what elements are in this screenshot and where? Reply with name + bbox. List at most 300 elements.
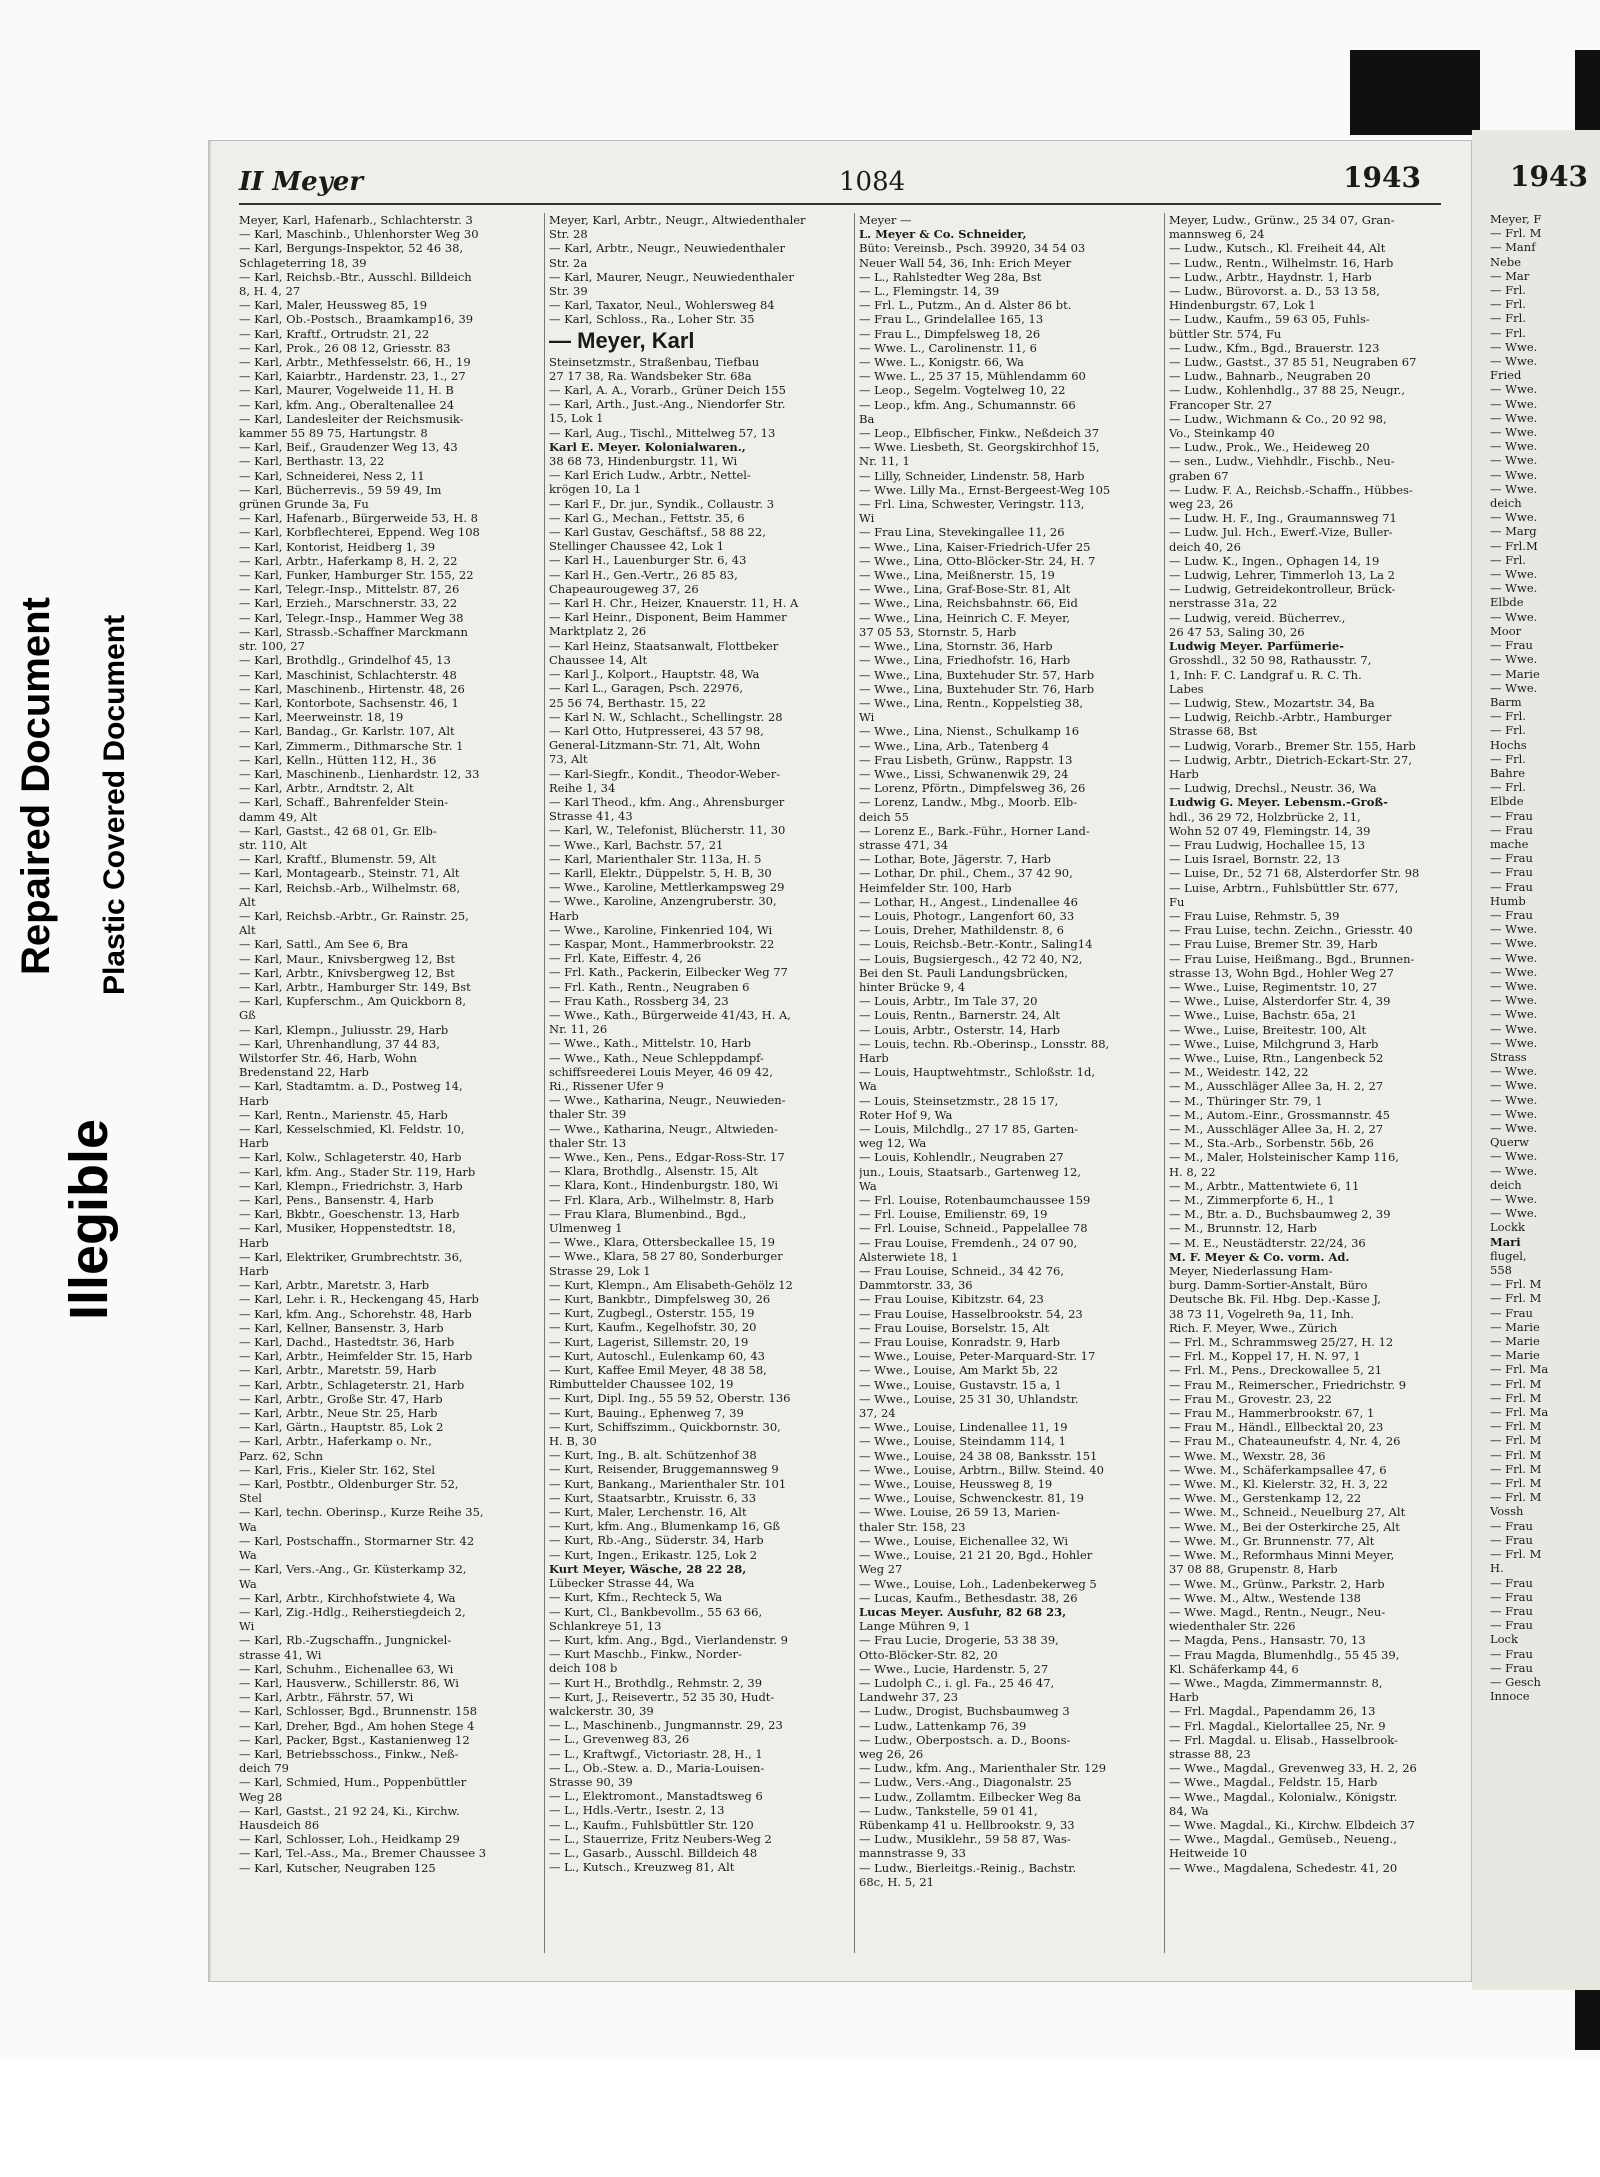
directory-entry: Barm <box>1490 694 1522 709</box>
directory-entry: — Karl, Reichsb.-Btr., Ausschl. Billdeich <box>239 269 472 284</box>
directory-entry: — Frl. M <box>1490 1461 1542 1476</box>
directory-entry: — Wwe. M., Grünw., Parkstr. 2, Harb <box>1169 1576 1385 1591</box>
directory-entry: Wa <box>859 1079 877 1094</box>
directory-entry: — Marie <box>1490 1319 1540 1334</box>
directory-entry: burg. Damm-Sortier-Anstalt, Büro <box>1169 1278 1368 1293</box>
directory-entry: Nr. 11, 26 <box>549 1022 608 1037</box>
directory-entry: Kurt Meyer, Wäsche, 28 22 28, <box>549 1561 747 1576</box>
directory-entry: — Wwe., Lina, Meißnerstr. 15, 19 <box>859 568 1055 583</box>
directory-entry: Heitweide 10 <box>1169 1846 1247 1861</box>
directory-entry: hdl., 36 29 72, Holzbrücke 2, 11, <box>1169 809 1361 824</box>
directory-entry: Dammtorstr. 33, 36 <box>859 1278 973 1293</box>
directory-entry: Otto-Blöcker-Str. 82, 20 <box>859 1647 998 1662</box>
directory-entry: — Karl, Arbtr., Arndtstr. 2, Alt <box>239 781 414 796</box>
directory-entry: — Karl, Kellner, Bansenstr. 3, Harb <box>239 1320 444 1335</box>
directory-entry: — Karl, Arbtr., Maretstr. 59, Harb <box>239 1363 437 1378</box>
directory-entry: — Kurt, Bauing., Ephenweg 7, 39 <box>549 1405 744 1420</box>
directory-entry: — Louis, Arbtr., Im Tale 37, 20 <box>859 994 1038 1009</box>
directory-entry: damm 49, Alt <box>239 809 318 824</box>
directory-entry: — Wwe., Magdal., Kolonialw., Königstr. <box>1169 1789 1398 1804</box>
directory-entry: 73, Alt <box>549 752 588 767</box>
directory-entry: — Wwe. <box>1490 1007 1538 1022</box>
directory-entry: — Wwe. M., Altw., Westende 138 <box>1169 1590 1361 1605</box>
directory-entry: — Frau Lisbeth, Grünw., Rappstr. 13 <box>859 752 1073 767</box>
directory-entry: — Frau <box>1490 865 1533 880</box>
directory-entry: Ri., Rissener Ufer 9 <box>549 1078 664 1093</box>
directory-entry: — Karl, Kontorist, Heidberg 1, 39 <box>239 539 436 554</box>
directory-entry: — M., Weidestr. 142, 22 <box>1169 1065 1309 1080</box>
directory-entry: — Karl, Gastst., 21 92 24, Ki., Kirchw. <box>239 1803 460 1818</box>
directory-entry: — Wwe., Magdalena, Schedestr. 41, 20 <box>1169 1860 1398 1875</box>
directory-entry: — Ludw., Tankstelle, 59 01 41, <box>859 1803 1038 1818</box>
directory-entry: — sen., Ludw., Viehhdlr., Fischb., Neu- <box>1169 454 1395 469</box>
directory-entry: — Wwe., Lina, Otto-Blöcker-Str. 24, H. 7 <box>859 553 1096 568</box>
directory-entry: Schlageterring 18, 39 <box>239 255 367 270</box>
directory-entry: büttler Str. 574, Fu <box>1169 326 1282 341</box>
directory-entry: — Wwe., Kath., Mittelstr. 10, Harb <box>549 1036 751 1051</box>
directory-entry: — Frau <box>1490 1532 1533 1547</box>
directory-entry: M. F. Meyer & Co. vorm. Ad. <box>1169 1249 1350 1264</box>
directory-entry: hinter Brücke 9, 4 <box>859 979 966 994</box>
directory-entry: weg 23, 26 <box>1169 497 1234 512</box>
directory-entry: — Frl. <box>1490 283 1526 298</box>
directory-entry: — Louis, Rentn., Barnerstr. 24, Alt <box>859 1008 1061 1023</box>
directory-entry: — Wwe. Louise, 26 59 13, Marien- <box>859 1505 1061 1520</box>
directory-entry: — Karl, Maurer, Vogelweide 11, H. B <box>239 383 454 398</box>
directory-entry: — Marie <box>1490 1334 1540 1349</box>
directory-entry: — Karl, Landesleiter der Reichsmusik- <box>239 411 464 426</box>
black-bar-bottom <box>0 2060 1600 2177</box>
directory-entry: — Louis, Photogr., Langenfort 60, 33 <box>859 908 1075 923</box>
directory-entry: 26 47 53, Saling 30, 26 <box>1169 624 1305 639</box>
directory-entry: 38 73 11, Vogelreth 9a, 11, Inh. <box>1169 1306 1354 1321</box>
directory-entry: Weg 27 <box>859 1562 903 1577</box>
directory-entry: — Frl. M <box>1490 226 1542 241</box>
directory-entry: — Leop., Segelm. Vogtelweg 10, 22 <box>859 383 1066 398</box>
directory-entry: — Luis Israel, Bornstr. 22, 13 <box>1169 852 1340 867</box>
directory-entry: — Kurt, Dipl. Ing., 55 59 52, Oberstr. 136 <box>549 1391 791 1406</box>
directory-entry: — Wwe. L., Konigstr. 66, Wa <box>859 355 1024 370</box>
directory-entry: — Lothar, H., Angest., Lindenallee 46 <box>859 894 1078 909</box>
directory-entry: — Wwe., Luise, Bachstr. 65a, 21 <box>1169 1008 1357 1023</box>
directory-entry: Bredenstand 22, Harb <box>239 1065 369 1080</box>
directory-entry: H. B, 30 <box>549 1434 597 1449</box>
directory-entry: — Louis, Reichsb.-Betr.-Kontr., Saling14 <box>859 937 1093 952</box>
directory-entry: Wa <box>859 1178 877 1193</box>
directory-entry: — Karl, Dreher, Bgd., Am hohen Stege 4 <box>239 1718 475 1733</box>
directory-entry: — Karl, Kupferschm., Am Quickborn 8, <box>239 994 466 1009</box>
directory-entry: strasse 471, 34 <box>859 837 949 852</box>
directory-entry: — Frau Ludwig, Hochallee 15, 13 <box>1169 837 1366 852</box>
directory-entry: Wi <box>859 710 875 725</box>
directory-entry: — Frau Magda, Blumenhdlg., 55 45 39, <box>1169 1647 1400 1662</box>
directory-entry: Innoce <box>1490 1689 1530 1704</box>
directory-entry: — Kurt, Schiffszimm., Quickbornstr. 30, <box>549 1419 781 1434</box>
directory-entry: — Ludwig, vereid. Bücherrev., <box>1169 610 1346 625</box>
directory-entry: — Wwe. L., Carolinenstr. 11, 6 <box>859 340 1037 355</box>
directory-entry: — Ludw. F. A., Reichsb.-Schaffn., Hübbes- <box>1169 482 1413 497</box>
directory-entry: — Frl. L., Putzm., An d. Alster 86 bt. <box>859 298 1072 313</box>
directory-entry: — Karl, Gärtn., Hauptstr. 85, Lok 2 <box>239 1420 444 1435</box>
directory-entry: — Wwe., Karoline, Mettlerkampsweg 29 <box>549 880 785 895</box>
directory-entry: Meyer, Niederlassung Ham- <box>1169 1264 1333 1279</box>
directory-entry: — Wwe. <box>1490 1021 1538 1036</box>
directory-entry: — Karl G., Mechan., Fettstr. 35, 6 <box>549 510 745 525</box>
directory-entry: kammer 55 89 75, Hartungstr. 8 <box>239 426 428 441</box>
directory-entry: Lucas Meyer. Ausfuhr, 82 68 23, <box>859 1604 1067 1619</box>
directory-entry: — Ludw., Lattenkamp 76, 39 <box>859 1718 1027 1733</box>
directory-entry: — Frl. Klara, Arb., Wilhelmstr. 8, Harb <box>549 1192 774 1207</box>
directory-entry: Strass <box>1490 1049 1527 1064</box>
directory-entry: 37, 24 <box>859 1406 896 1421</box>
directory-entry: — Wwe. M., Wexstr. 28, 36 <box>1169 1448 1326 1463</box>
directory-entry: — Frau Louise, Schneid., 34 42 76, <box>859 1264 1065 1279</box>
directory-entry: — Karl, Arbtr., Heimfelder Str. 15, Harb <box>239 1349 473 1364</box>
directory-entry: Marktplatz 2, 26 <box>549 624 647 639</box>
directory-entry: — Karl, Taxator, Neul., Wohlersweg 84 <box>549 298 775 313</box>
directory-entry: 1, Inh: F. C. Landgraf u. R. C. Th. <box>1169 667 1362 682</box>
directory-entry: — Karl, Uhrenhandlung, 37 44 83, <box>239 1036 440 1051</box>
directory-entry: — Karl, Kelln., Hütten 112, H., 36 <box>239 752 437 767</box>
directory-entry: — Wwe., Karl, Bachstr. 57, 21 <box>549 837 724 852</box>
directory-entry: — Frau <box>1490 1618 1533 1633</box>
directory-entry: — Karl H., Gen.-Vertr., 26 85 83, <box>549 567 738 582</box>
directory-entry: — Karl, Betriebsschoss., Finkw., Neß- <box>239 1746 459 1761</box>
directory-entry: — Frau <box>1490 1603 1533 1618</box>
directory-entry: mache <box>1490 836 1529 851</box>
directory-entry: — Wwe. L., 25 37 15, Mühlendamm 60 <box>859 369 1086 384</box>
directory-entry: — Karl, Erzieh., Marschnerstr. 33, 22 <box>239 596 458 611</box>
directory-entry: — Frl.M <box>1490 538 1538 553</box>
directory-entry: deich 40, 26 <box>1169 539 1241 554</box>
directory-entry: — Frl. M <box>1490 1419 1542 1434</box>
directory-entry: — Wwe. <box>1490 609 1538 624</box>
header-rule <box>239 203 1441 205</box>
directory-entry: — Leop., kfm. Ang., Schumannstr. 66 <box>859 397 1076 412</box>
directory-entry: — Wwe. <box>1490 1064 1538 1079</box>
directory-entry: — Wwe., Karoline, Finkenried 104, Wi <box>549 922 773 937</box>
directory-entry: mannstrasse 9, 33 <box>859 1846 966 1861</box>
directory-entry: — Wwe. <box>1490 581 1538 596</box>
directory-entry: Lübecker Strasse 44, Wa <box>549 1576 695 1591</box>
directory-entry: 25 56 74, Berthastr. 15, 22 <box>549 695 706 710</box>
directory-entry: 558 <box>1490 1263 1512 1278</box>
column-4 <box>1169 213 1469 1875</box>
directory-entry: — Karl, Kutscher, Neugraben 125 <box>239 1860 436 1875</box>
directory-entry: L. Meyer & Co. Schneider, <box>859 227 1027 242</box>
directory-entry: — Frl. Kath., Packerin, Eilbecker Weg 77 <box>549 965 788 980</box>
directory-entry: Karl E. Meyer. Kolonialwaren., <box>549 439 746 454</box>
directory-entry: — Frau Louise, Kibitzstr. 64, 23 <box>859 1292 1044 1307</box>
directory-entry: — Louis, Dreher, Mathildenstr. 8, 6 <box>859 923 1064 938</box>
directory-entry: Nr. 11, 1 <box>859 454 910 469</box>
directory-entry: — Frau <box>1490 879 1533 894</box>
directory-entry: — Frl. Kath., Rentn., Neugraben 6 <box>549 979 750 994</box>
directory-entry: — L., Kutsch., Kreuzweg 81, Alt <box>549 1860 735 1875</box>
directory-entry: — Wwe., Katharina, Neugr., Neuwieden- <box>549 1093 786 1108</box>
directory-entry: Chaussee 14, Alt <box>549 652 648 667</box>
directory-entry: — Frau Luise, Heißmang., Bgd., Brunnen- <box>1169 951 1415 966</box>
directory-entry: Ludwig G. Meyer. Lebensm.-Groß- <box>1169 795 1388 810</box>
directory-entry: — Karl, Bücherrevis., 59 59 49, Im <box>239 482 442 497</box>
facing-page-lines <box>1490 212 1600 1703</box>
directory-entry: — Frl. M <box>1490 1390 1542 1405</box>
directory-entry: — Marg <box>1490 524 1537 539</box>
directory-entry: Lange Mühren 9, 1 <box>859 1619 971 1634</box>
directory-entry: — Frl. Magdal., Papendamm 26, 13 <box>1169 1704 1376 1719</box>
directory-entry: — Frl. <box>1490 297 1526 312</box>
directory-entry: — Wwe., Lucie, Hardenstr. 5, 27 <box>859 1661 1049 1676</box>
directory-entry: Alsterwiete 18, 1 <box>859 1249 959 1264</box>
black-bar-top <box>1350 50 1480 135</box>
directory-entry: — Kaspar, Mont., Hammerbrookstr. 22 <box>549 936 775 951</box>
directory-entry: — Ludw. Jul. Hch., Ewerf.-Vize, Buller- <box>1169 525 1393 540</box>
directory-entry: strasse 41, Wi <box>239 1647 322 1662</box>
column-2 <box>549 213 849 1874</box>
column-rule <box>1164 213 1165 1953</box>
directory-entry: — Wwe. Magdal., Ki., Kirchw. Elbdeich 37 <box>1169 1817 1415 1832</box>
directory-entry: strasse 88, 23 <box>1169 1746 1251 1761</box>
directory-entry: — Kurt, Reisender, Bruggemannsweg 9 <box>549 1462 779 1477</box>
directory-entry: Str. 39 <box>549 284 588 299</box>
directory-entry: — Karl Otto, Hutpresserei, 43 57 98, <box>549 723 764 738</box>
directory-entry: — Karl J., Kolport., Hauptstr. 48, Wa <box>549 667 760 682</box>
directory-entry: Steinsetzmstr., Straßenbau, Tiefbau <box>549 354 760 369</box>
directory-entry: — Frl. <box>1490 552 1526 567</box>
directory-entry: 15, Lok 1 <box>549 411 604 426</box>
directory-entry: — M., Thüringer Str. 79, 1 <box>1169 1093 1323 1108</box>
directory-entry: — Klara, Brothdlg., Alsenstr. 15, Alt <box>549 1164 758 1179</box>
directory-entry: Chapeaurougeweg 37, 26 <box>549 581 699 596</box>
directory-entry: Elbde <box>1490 595 1524 610</box>
directory-entry: — Karl, Reichsb.-Arb., Wilhelmstr. 68, <box>239 880 461 895</box>
directory-entry: — Gesch <box>1490 1674 1541 1689</box>
directory-entry: — Karl, Korbflechterei, Eppend. Weg 108 <box>239 525 480 540</box>
directory-entry: — Ludw., Zollamtm. Eilbecker Weg 8a <box>859 1789 1082 1804</box>
directory-entry: — Wwe. M., Gerstenkamp 12, 22 <box>1169 1491 1362 1506</box>
directory-entry: Meyer — <box>859 213 912 227</box>
directory-entry: Bahre <box>1490 765 1526 780</box>
directory-entry: — L., Kaufm., Fuhlsbüttler Str. 120 <box>549 1817 754 1832</box>
directory-entry: — Wwe. M., Reformhaus Minni Meyer, <box>1169 1548 1395 1563</box>
directory-entry: — Wwe., Lina, Rentn., Koppelstieg 38, <box>859 695 1084 710</box>
directory-entry: nerstrasse 31a, 22 <box>1169 596 1278 611</box>
directory-entry: — Frl. Magdal., Kielortallee 25, Nr. 9 <box>1169 1718 1386 1733</box>
directory-entry: — Wwe., Louise, Arbtrn., Billw. Steind. 40 <box>859 1462 1104 1477</box>
directory-entry: — Karl, Tel.-Ass., Ma., Bremer Chaussee 3 <box>239 1846 487 1861</box>
directory-entry: krögen 10, La 1 <box>549 482 642 497</box>
directory-entry: Kl. Schäferkamp 44, 6 <box>1169 1661 1299 1676</box>
directory-entry: Elbde <box>1490 794 1524 809</box>
directory-entry: — Karl, Dachd., Hastedtstr. 36, Harb <box>239 1335 455 1350</box>
directory-entry: — Kurt, kfm. Ang., Bgd., Vierlandenstr. 9 <box>549 1632 788 1647</box>
directory-entry: Strasse 29, Lok 1 <box>549 1263 651 1278</box>
directory-entry: — Wwe. <box>1490 1163 1538 1178</box>
directory-entry: — Karl, Maschinb., Uhlenhorster Weg 30 <box>239 227 479 242</box>
directory-entry: — Wwe., Lina, Buxtehuder Str. 76, Harb <box>859 681 1095 696</box>
directory-entry: Wa <box>239 1576 257 1591</box>
directory-entry: — Kurt, kfm. Ang., Blumenkamp 16, Gß <box>549 1519 781 1534</box>
directory-entry: H. 8, 22 <box>1169 1164 1216 1179</box>
directory-entry: Rich. F. Meyer, Wwe., Zürich <box>1169 1320 1338 1335</box>
directory-entry: Rimbuttelder Chaussee 102, 19 <box>549 1377 734 1392</box>
directory-entry: — Karl, Arbtr., Methfesselstr. 66, H., 19 <box>239 355 471 370</box>
directory-entry: Wilstorfer Str. 46, Harb, Wohn <box>239 1050 417 1065</box>
directory-entry: — Karl, Ob.-Postsch., Braamkamp16, 39 <box>239 312 474 327</box>
directory-entry: — Frau Louise, Borselstr. 15, Alt <box>859 1320 1050 1335</box>
directory-entry: — Wwe., Louise, Lindenallee 11, 19 <box>859 1420 1068 1435</box>
directory-entry: — Wwe., Klara, Ottersbeckallee 15, 19 <box>549 1235 775 1250</box>
directory-entry: — Frau Kath., Rossberg 34, 23 <box>549 993 729 1008</box>
directory-entry: — Karl, Funker, Hamburger Str. 155, 22 <box>239 568 474 583</box>
directory-entry: — Frl. Louise, Rotenbaumchaussee 159 <box>859 1193 1091 1208</box>
directory-entry: — Klara, Kont., Hindenburgstr. 180, Wi <box>549 1178 779 1193</box>
directory-entry: — Karl, Arth., Just.-Ang., Niendorfer Str. <box>549 397 786 412</box>
directory-entry: — Karl, Schneiderei, Ness 2, 11 <box>239 468 425 483</box>
directory-entry: — Wwe. <box>1490 936 1538 951</box>
directory-entry: grünen Grunde 3a, Fu <box>239 497 369 512</box>
directory-entry: — Ludwig, Reichb.-Arbtr., Hamburger <box>1169 710 1392 725</box>
directory-entry: Wi <box>239 1619 255 1634</box>
directory-entry: Stel <box>239 1491 262 1506</box>
directory-entry: — Karl Erich Ludw., Arbtr., Nettel- <box>549 468 751 483</box>
directory-entry: — Karl, Kontorbote, Sachsenstr. 46, 1 <box>239 695 459 710</box>
directory-entry: — Karl, kfm. Ang., Stader Str. 119, Harb <box>239 1164 476 1179</box>
repaired-document-tag: Repaired Document <box>14 597 58 975</box>
directory-entry: graben 67 <box>1169 468 1229 483</box>
plastic-covered-tag: Plastic Covered Document <box>98 614 131 995</box>
directory-entry: — Frau M., Hammerbrookstr. 67, 1 <box>1169 1406 1375 1421</box>
directory-entry: — Karl Heinr., Disponent, Beim Hammer <box>549 610 787 625</box>
directory-entry: 37 05 53, Stornstr. 5, Harb <box>859 624 1017 639</box>
directory-entry: — Wwe. <box>1490 439 1538 454</box>
directory-entry: — Kurt, Klempn., Am Elisabeth-Gehölz 12 <box>549 1277 793 1292</box>
directory-entry: — Karl, Maur., Knivsbergweg 12, Bst <box>239 951 456 966</box>
directory-entry: — Meyer, Karl <box>549 327 695 353</box>
directory-entry: Hindenburgstr. 67, Lok 1 <box>1169 298 1316 313</box>
directory-entry: — Karll, Elektr., Düppelstr. 5, H. B, 30 <box>549 865 772 880</box>
directory-entry: — Wwe. <box>1490 1035 1538 1050</box>
directory-entry: — Frl. M <box>1490 1447 1542 1462</box>
directory-entry: Harb <box>859 1050 889 1065</box>
directory-entry: — Karl, Hafenarb., Bürgerweide 53, H. 8 <box>239 511 478 526</box>
directory-entry: — Wwe. <box>1490 993 1538 1008</box>
directory-entry: — M., Brunnstr. 12, Harb <box>1169 1221 1317 1236</box>
directory-entry: — L., Flemingstr. 14, 39 <box>859 284 1000 299</box>
directory-entry: Neuer Wall 54, 36, Inh: Erich Meyer <box>859 255 1072 270</box>
page-header <box>239 159 1441 199</box>
directory-entry: — Wwe., Magdal., Gemüseb., Neueng., <box>1169 1832 1397 1847</box>
directory-entry: Strasse 90, 39 <box>549 1774 633 1789</box>
directory-entry: strasse 13, Wohn Bgd., Hohler Weg 27 <box>1169 965 1394 980</box>
directory-entry: Meyer, Karl, Hafenarb., Schlachterstr. 3 <box>239 213 473 227</box>
directory-entry: — Karl H. Chr., Heizer, Knauerstr. 11, H. A <box>549 596 799 611</box>
directory-entry: 68c, H. 5, 21 <box>859 1874 934 1889</box>
directory-entry: Meyer, Ludw., Grünw., 25 34 07, Gran- <box>1169 213 1395 227</box>
directory-entry: — Karl, Brothdlg., Grindelhof 45, 13 <box>239 653 451 668</box>
directory-entry: deich 79 <box>239 1761 289 1776</box>
directory-entry: — Wwe. M., Gr. Brunnenstr. 77, Alt <box>1169 1533 1375 1548</box>
directory-entry: — Ludw., Kutsch., Kl. Freiheit 44, Alt <box>1169 241 1386 256</box>
directory-entry: Parz. 62, Schn <box>239 1448 324 1463</box>
directory-entry: — Frau M., Grovestr. 23, 22 <box>1169 1391 1332 1406</box>
directory-entry: — Wwe., Lina, Friedhofstr. 16, Harb <box>859 653 1071 668</box>
directory-entry: — Ludw., kfm. Ang., Marienthaler Str. 129 <box>859 1761 1107 1776</box>
directory-entry: — Karl, Postschaffn., Stormarner Str. 42 <box>239 1533 475 1548</box>
directory-entry: — Wwe. <box>1490 652 1538 667</box>
illegible-tag: Illegible <box>59 1118 119 1320</box>
directory-entry: — Wwe. <box>1490 510 1538 525</box>
directory-entry: — Karl Theod., kfm. Ang., Ahrensburger <box>549 794 785 809</box>
directory-entry: — Wwe., Luise, Regimentstr. 10, 27 <box>1169 979 1378 994</box>
directory-entry: — Frau M., Chateauneufstr. 4, Nr. 4, 26 <box>1169 1434 1401 1449</box>
directory-entry: — Frau M., Händl., Ellbecktal 20, 23 <box>1169 1420 1384 1435</box>
directory-entry: — Karl, Arbtr., Kirchhofstwiete 4, Wa <box>239 1590 456 1605</box>
directory-entry: — Karl, Prok., 26 08 12, Griesstr. 83 <box>239 340 451 355</box>
directory-entry: — Wwe., Lina, Buxtehuder Str. 57, Harb <box>859 667 1095 682</box>
directory-entry: — Karl, Klempn., Friedrichstr. 3, Harb <box>239 1178 463 1193</box>
directory-entry: — M., Maler, Holsteinischer Kamp 116, <box>1169 1150 1399 1165</box>
directory-entry: — Frau <box>1490 1646 1533 1661</box>
directory-entry: — Karl, Elektriker, Grumbrechtstr. 36, <box>239 1249 463 1264</box>
directory-entry: — Karl, Arbtr., Hamburger Str. 149, Bst <box>239 979 471 994</box>
directory-entry: — Magda, Pens., Hansastr. 70, 13 <box>1169 1633 1366 1648</box>
directory-entry: — Karl, Arbtr., Schlageterstr. 21, Harb <box>239 1377 465 1392</box>
directory-entry: — Frau Luise, Bremer Str. 39, Harb <box>1169 937 1378 952</box>
directory-entry: Fried <box>1490 368 1522 383</box>
directory-entry: — Wwe., Lina, Reichsbahnstr. 66, Eid <box>859 596 1078 611</box>
directory-entry: — Karl, Kraftf., Ortrudstr. 21, 22 <box>239 326 430 341</box>
directory-entry: — Karl, Sattl., Am See 6, Bra <box>239 937 409 952</box>
directory-entry: Labes <box>1169 681 1204 696</box>
directory-entry: Wa <box>239 1548 257 1563</box>
directory-entry: — Marie <box>1490 1348 1540 1363</box>
directory-entry: Alt <box>239 894 256 909</box>
directory-entry: Ludwig Meyer. Parfümerie- <box>1169 639 1345 654</box>
column-1 <box>239 213 539 1875</box>
directory-entry: — Wwe. <box>1490 680 1538 695</box>
directory-entry: — Wwe., Louise, 25 31 30, Uhlandstr. <box>859 1391 1079 1406</box>
directory-entry: — Karl, Kraftf., Blumenstr. 59, Alt <box>239 852 436 867</box>
directory-entry: — Kurt, Autoschl., Eulenkamp 60, 43 <box>549 1348 765 1363</box>
directory-entry: — Frl. M <box>1490 1291 1542 1306</box>
directory-entry: — L., Hdls.-Vertr., Isestr. 2, 13 <box>549 1803 725 1818</box>
directory-entry: — M., Autom.-Einr., Grossmannstr. 45 <box>1169 1107 1390 1122</box>
directory-entry: — Ludw., Bierleitgs.-Reinig., Bachstr. <box>859 1860 1077 1875</box>
directory-entry: — M., Btr. a. D., Buchsbaumweg 2, 39 <box>1169 1207 1391 1222</box>
directory-entry: — Karl, Arbtr., Haferkamp o. Nr., <box>239 1434 432 1449</box>
directory-entry: — Wwe., Louise, 21 21 20, Bgd., Hohler <box>859 1548 1093 1563</box>
directory-entry: — Wwe., Louise, Peter-Marquard-Str. 17 <box>859 1349 1096 1364</box>
directory-entry: deich <box>1490 496 1522 511</box>
directory-entry: Rübenkamp 41 u. Hellbrookstr. 9, 33 <box>859 1817 1075 1832</box>
directory-entry: Gß <box>239 1008 256 1023</box>
directory-entry: deich 55 <box>859 809 909 824</box>
directory-entry: Ulmenweg 1 <box>549 1221 623 1236</box>
directory-entry: — Frl. Lina, Schwester, Veringstr. 113, <box>859 497 1085 512</box>
directory-entry: wiedenthaler Str. 226 <box>1169 1619 1296 1634</box>
directory-entry: Harb <box>239 1264 269 1279</box>
directory-entry: Mari <box>1490 1234 1521 1249</box>
directory-entry: — Lorenz E., Bark.-Führ., Horner Land- <box>859 823 1090 838</box>
directory-entry: — Frl. M <box>1490 1433 1542 1448</box>
directory-entry: General-Litzmann-Str. 71, Alt, Wohn <box>549 738 761 753</box>
directory-entry: Strasse 41, 43 <box>549 809 633 824</box>
directory-entry: — Karl, Bergungs-Inspektor, 52 46 38, <box>239 241 464 256</box>
directory-entry: Lock <box>1490 1632 1518 1647</box>
directory-entry: — Kurt, Cl., Bankbevollm., 55 63 66, <box>549 1604 763 1619</box>
directory-entry: — Wwe. M., Schneid., Neuelburg 27, Alt <box>1169 1505 1406 1520</box>
